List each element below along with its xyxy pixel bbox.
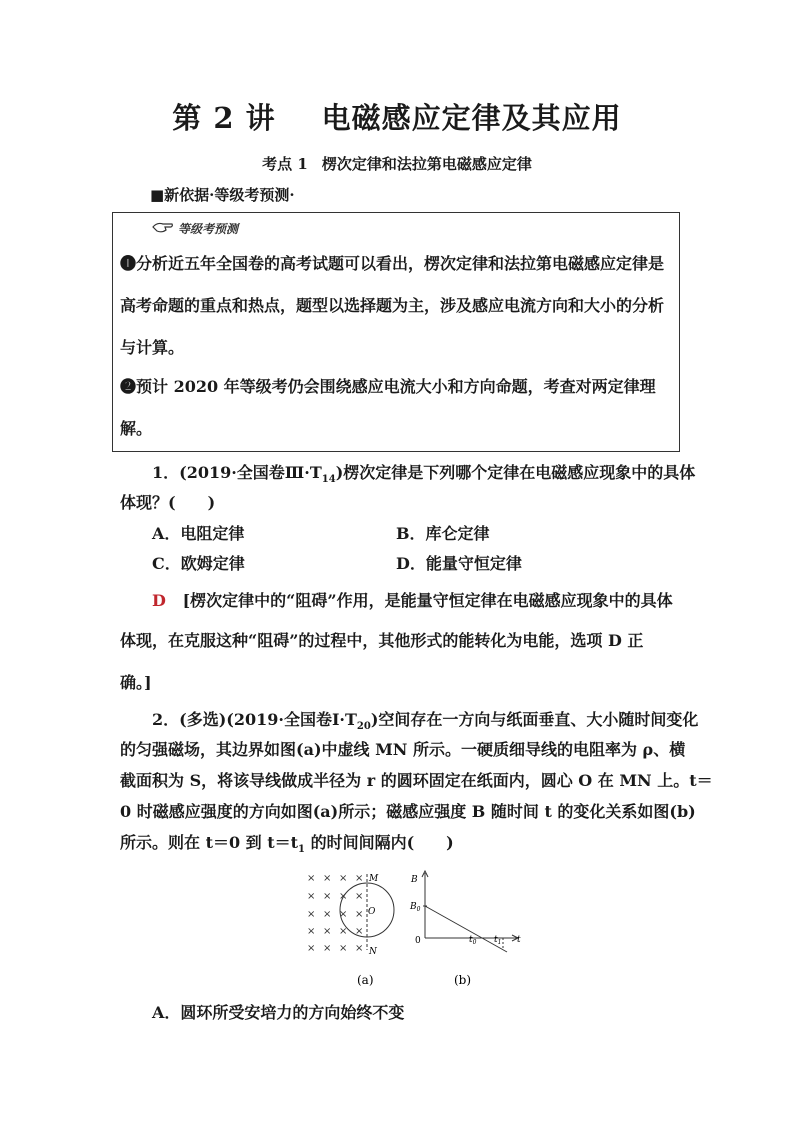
q2-stem-line3: 截面积为 S，将该导线做成半径为 r 的圆环固定在纸面内，圆心 O 在 MN 上。t＝ [120,771,713,790]
svg-text:×: × [323,873,332,884]
label-b0: $B_0$ [410,902,421,913]
b-line [425,906,507,952]
label-t1: $t_1$ [494,935,502,946]
q1-answer: D [152,591,166,610]
q2-stem-line4: 0 时磁感应强度的方向如图(a)所示；磁感应强度 B 随时间 t 的变化关系如图(b) [120,802,696,821]
svg-text:×: × [307,891,316,902]
q1-stem-line1 [152,460,695,485]
svg-text:×: × [339,926,348,937]
q1-explanation-line3: 确。] [120,673,152,692]
svg-text:×: × [323,909,332,920]
svg-text:×: × [339,909,348,920]
label-b-axis: B [411,875,418,885]
q2-subscript-t1: 1 [298,844,305,856]
q1-option-a: A．电阻定律 [152,524,245,543]
svg-text:×: × [339,873,348,884]
section-label: ■新依据·等级考预测· [150,186,295,204]
q1-option-d: D．能量守恒定律 [396,554,522,573]
q1-stem-line2: 体现？( ) [120,493,216,512]
q2-subscript: 20 [356,721,371,733]
q1-option-c: C．欧姆定律 [152,554,245,573]
q1-explanation-line1 [152,588,673,611]
page-title [0,96,794,137]
prediction-paragraph-2: ❷预计 2020 年等级考仍会围绕感应电流大小和方向命题，考查对两定律理解。 [120,377,656,438]
svg-text:×: × [355,909,364,920]
q1-explanation-text: [楞次定律中的“阻碍”作用，是能量守恒定律在电磁感应现象中的具体 [182,591,673,610]
magnetic-field-crosses [307,873,363,954]
label-t0: $t_0$ [469,935,477,946]
subtitle-point: 考点 1 [262,155,308,173]
prediction-label-text: 等级考预测 [178,222,239,236]
caption-a: (a) [357,973,374,987]
q1-stem-rest: )楞次定律是下列哪个定律在电磁感应现象中的具体 [335,463,696,482]
label-n: N [369,947,377,957]
q1-subscript: 14 [321,474,336,486]
q2-stem-rest: )空间存在一方向与纸面垂直、大小随时间变化 [370,710,699,729]
svg-text:×: × [307,909,316,920]
lecture-topic: 电磁感应定律及其应用 [321,101,622,135]
svg-text:×: × [355,926,364,937]
q1-option-b: B．库仑定律 [396,524,490,543]
q1-explanation-line2: 体现，在克服这种“阻碍”的过程中，其他形式的能转化为电能，选项 D 正 [120,631,644,650]
q2-stem-line5 [120,830,454,855]
label-zero: 0 [415,936,421,946]
q1-stem-text: 1．(2019·全国卷Ⅲ·T [152,463,322,482]
q2-stem-line1 [152,707,698,732]
svg-text:×: × [355,873,364,884]
q2-option-a: A．圆环所受安培力的方向始终不变 [152,1003,405,1022]
svg-text:×: × [307,943,316,954]
svg-text:×: × [307,873,316,884]
svg-text:×: × [307,926,316,937]
svg-text:×: × [323,926,332,937]
prediction-box-label [152,220,238,237]
svg-text:×: × [355,891,364,902]
q2-stem-rest-5: 的时间间隔内( ) [305,833,454,852]
svg-text:×: × [355,943,364,954]
q2-stem-text-5: 所示。则在 t＝0 到 t＝t [120,833,299,852]
svg-text:×: × [323,891,332,902]
svg-text:×: × [339,943,348,954]
prediction-paragraph-1: ❶分析近五年全国卷的高考试题可以看出，楞次定律和法拉第电磁感应定律是高考命题的重点和热点，题型以选择题为主，涉及感应电流方向和大小的分析与计算。 [120,254,665,357]
label-t-axis: t [517,935,521,945]
svg-text:×: × [323,943,332,954]
lecture-number: 第 2 讲 [172,101,276,135]
hand-pointer-icon [152,221,174,236]
svg-text:×: × [339,891,348,902]
q2-stem-text: 2．(多选)(2019·全国卷Ⅰ·T [152,710,357,729]
subtitle-topic: 楞次定律和法拉第电磁感应定律 [321,155,532,173]
subtitle [0,153,794,174]
caption-b: (b) [454,973,472,987]
figure-diagram [305,868,545,1002]
label-o: O [368,907,376,917]
label-m: M [369,874,379,884]
q2-stem-line2: 的匀强磁场，其边界如图(a)中虚线 MN 所示。一硬质细导线的电阻率为 ρ、横 [120,740,686,759]
